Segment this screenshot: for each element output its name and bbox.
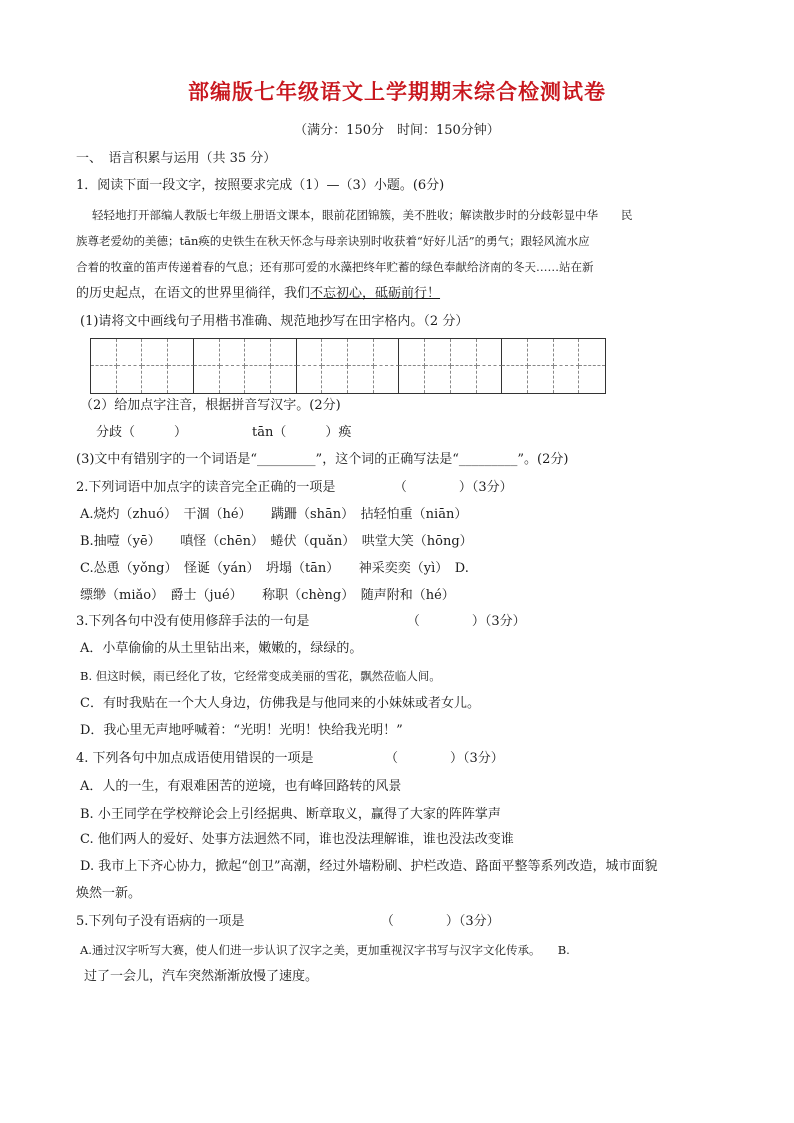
option-b: B. 小王同学在学校辩论会上引经据典、断章取义，赢得了大家的阵阵掌声	[80, 807, 501, 822]
grid-cell[interactable]	[579, 339, 605, 366]
grid-cell[interactable]	[579, 366, 605, 393]
grid-cell[interactable]	[477, 366, 503, 393]
grid-cell[interactable]	[399, 366, 425, 393]
option-a: A．小草偷偷的从土里钻出来，嫩嫩的，绿绿的。	[80, 641, 363, 656]
answer-blank[interactable]: tān（ ）痪	[252, 425, 352, 440]
grid-cell[interactable]	[220, 366, 246, 393]
grid-cell[interactable]	[502, 366, 528, 393]
sub-question-3: (3)文中有错别字的一个词语是“_________”，这个词的正确写法是“_________”。(2分)	[76, 452, 569, 467]
section-heading: 一、 语言积累与运用（共 35 分）	[76, 151, 277, 166]
grid-cell[interactable]	[117, 366, 143, 393]
option-b: B. 但这时候，雨已经化了妆，它经常变成美丽的雪花，飘然莅临人间。	[80, 669, 441, 683]
question-3-stem: 3.下列各句中没有使用修辞手法的一句是 （ ）（3分）	[76, 614, 526, 629]
grid-cell[interactable]	[322, 366, 348, 393]
grid-cell[interactable]	[528, 339, 554, 366]
grid-cell[interactable]	[91, 366, 117, 393]
option-a: A.通过汉字听写大赛，使人们进一步认识了汉字之美，更加重视汉字书写与汉字文化传承。 B.	[80, 943, 570, 957]
grid-cell[interactable]	[297, 366, 323, 393]
question-4-stem: 4. 下列各句中加点成语使用错误的一项是 （ ）（3分）	[76, 751, 504, 766]
grid-cell[interactable]	[451, 366, 477, 393]
option-c: C．有时我贴在一个大人身边，仿佛我是与他同来的小妹妹或者女儿。	[80, 696, 480, 711]
underlined-sentence: 不忘初心，砥砺前行！	[310, 286, 441, 301]
grid-cell[interactable]	[399, 339, 425, 366]
option-b: B.抽噎（yē） 嗔怪（chēn） 蜷伏（quǎn） 哄堂大笑（hōng）	[80, 534, 473, 549]
grid-cell[interactable]	[245, 366, 271, 393]
sub-question-2: （2）给加点字注音，根据拼音写汉字。(2分)	[80, 398, 341, 413]
grid-cell[interactable]	[220, 339, 246, 366]
grid-cell[interactable]	[194, 339, 220, 366]
grid-cell[interactable]	[117, 339, 143, 366]
option-d: 缥缈（miǎo） 爵士（jué） 称职（chèng） 随声附和（hé）	[80, 588, 455, 603]
grid-cell[interactable]	[554, 339, 580, 366]
grid-cell[interactable]	[348, 339, 374, 366]
grid-cell[interactable]	[348, 366, 374, 393]
grid-cell[interactable]	[271, 366, 297, 393]
tianzige-grid[interactable]	[90, 338, 606, 394]
option-d-continued: 焕然一新。	[76, 886, 142, 901]
grid-cell[interactable]	[451, 339, 477, 366]
grid-cell[interactable]	[142, 339, 168, 366]
grid-cell[interactable]	[477, 339, 503, 366]
question-2-stem: 2.下列词语中加点字的读音完全正确的一项是 （ ）（3分）	[76, 480, 513, 495]
grid-cell[interactable]	[194, 366, 220, 393]
passage-line: 合着的牧童的笛声传递着春的气息；还有那可爱的水藻把终年贮蓄的绿色奉献给济南的冬天……站在新	[76, 260, 594, 274]
grid-cell[interactable]	[554, 366, 580, 393]
grid-cell[interactable]	[425, 339, 451, 366]
grid-cell[interactable]	[245, 339, 271, 366]
grid-cell[interactable]	[502, 339, 528, 366]
passage-line	[76, 285, 440, 303]
answer-blank[interactable]: 分歧（ ）	[96, 425, 188, 440]
exam-info: （满分：150分 时间：150分钟）	[294, 123, 500, 138]
grid-cell[interactable]	[322, 339, 348, 366]
grid-cell[interactable]	[374, 366, 400, 393]
grid-cell[interactable]	[528, 366, 554, 393]
grid-cell[interactable]	[168, 366, 194, 393]
passage-text: 的历史起点，在语文的世界里徜徉，我们	[76, 286, 311, 301]
option-c: C.怂恿（yǒng） 怪诞（yán） 坍塌（tān） 神采奕奕（yì） D.	[80, 561, 469, 576]
grid-cell[interactable]	[425, 366, 451, 393]
option-d: D．我心里无声地呼喊着：“光明！光明！快给我光明！”	[80, 723, 403, 738]
grid-cell[interactable]	[271, 339, 297, 366]
question-1-stem: 1．阅读下面一段文字，按照要求完成（1）—（3）小题。(6分)	[76, 178, 445, 193]
question-5-stem: 5.下列句子没有语病的一项是 （ ）（3分）	[76, 914, 500, 929]
passage-line: 轻轻地打开部编人教版七年级上册语文课本，眼前花团锦簇，美不胜收；解读散步时的分歧彰显中华 民	[92, 208, 633, 222]
grid-cell[interactable]	[297, 339, 323, 366]
passage-line: 族尊老爱幼的美德；tān痪的史铁生在秋天怀念与母亲诀别时收获着“好好儿活”的勇气；跟轻风流水应	[76, 234, 590, 248]
option-d: D. 我市上下齐心协力，掀起“创卫”高潮，经过外墙粉刷、护栏改造、路面平整等系列改造，城市面貌	[80, 859, 658, 874]
page-title: 部编版七年级语文上学期期末综合检测试卷	[188, 80, 606, 104]
grid-cell[interactable]	[374, 339, 400, 366]
option-c: C. 他们两人的爱好、处事方法迥然不同，谁也没法理解谁，谁也没法改变谁	[80, 832, 514, 847]
sub-question-1: (1)请将文中画线句子用楷书准确、规范地抄写在田字格内。（2 分）	[80, 314, 469, 329]
grid-cell[interactable]	[142, 366, 168, 393]
option-a: A．人的一生，有艰难困苦的逆境，也有峰回路转的风景	[80, 779, 402, 794]
grid-cell[interactable]	[168, 339, 194, 366]
grid-cell[interactable]	[91, 339, 117, 366]
option-a: A.烧灼（zhuó） 干涸（hé） 蹒跚（shān） 拈轻怕重（niān）	[80, 507, 468, 522]
option-b: 过了一会儿，汽车突然渐渐放慢了速度。	[84, 969, 319, 984]
